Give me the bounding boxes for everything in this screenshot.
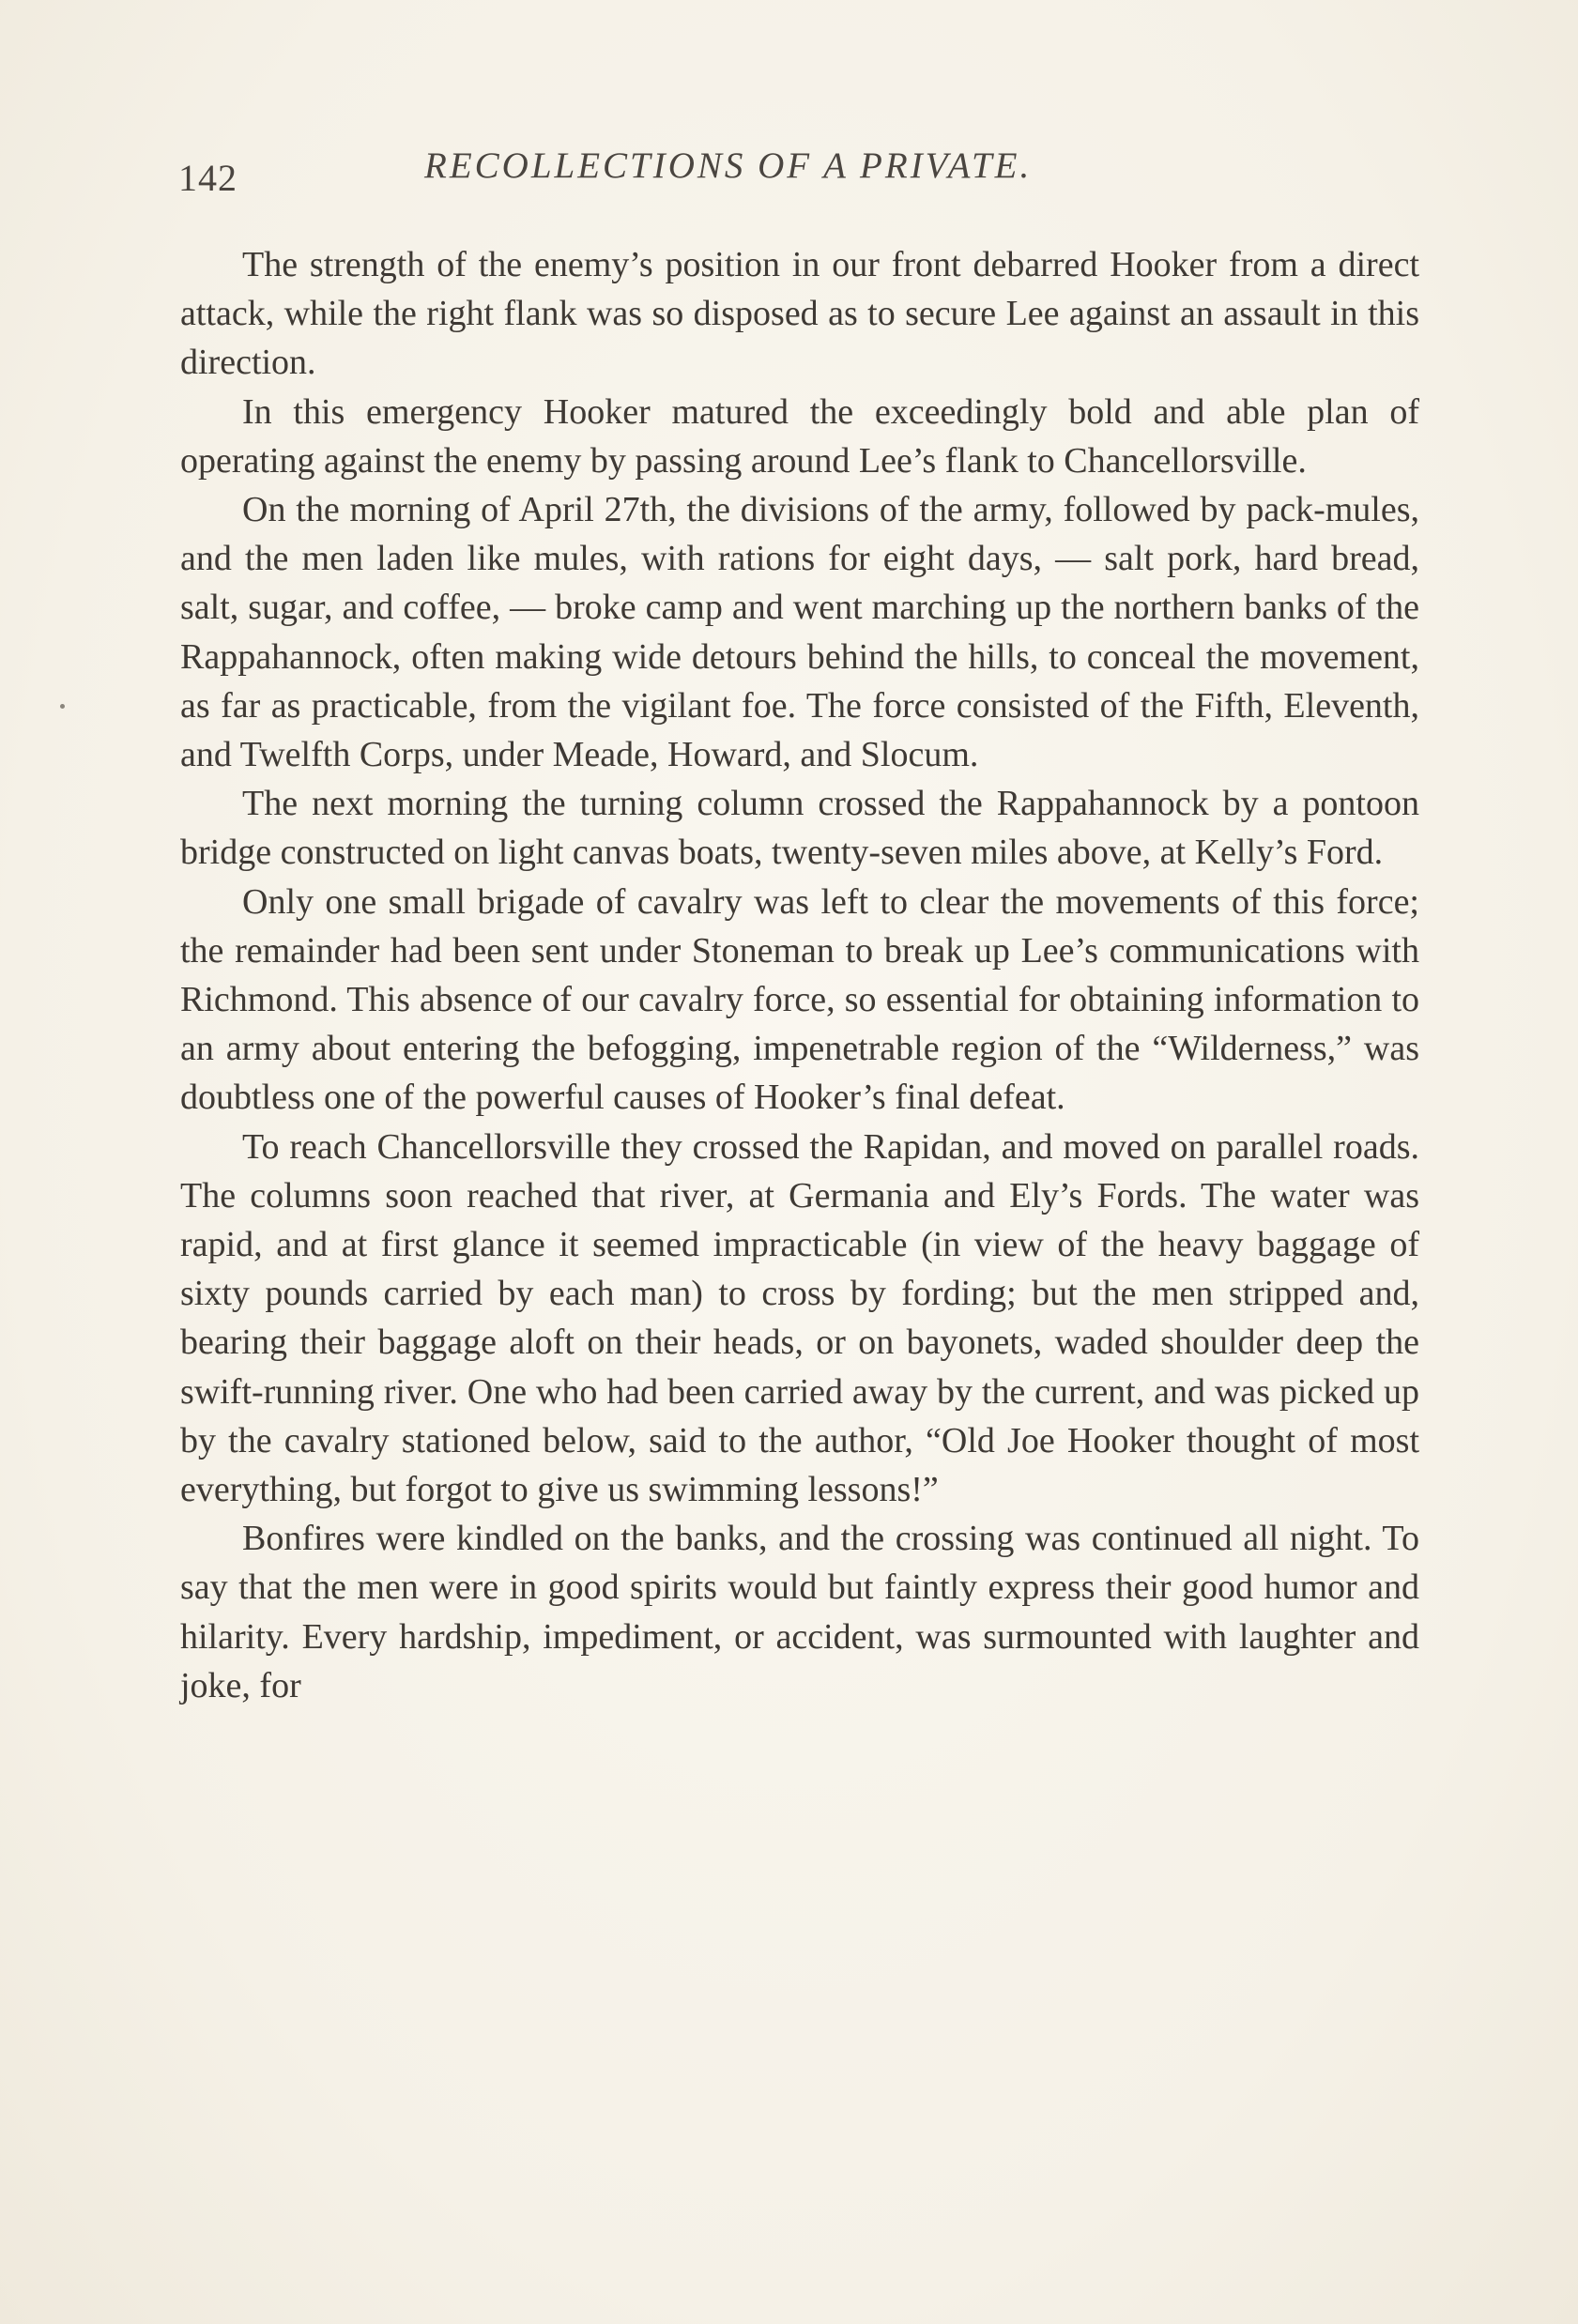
page-number: 142 <box>178 157 237 199</box>
paragraph-april-march: On the morning of April 27th, the divisions of the army, followed by pack-mules, and the men laden like mules, with rations for eight days, — salt pork, hard bread, salt, sugar, and coffee, — broke camp and went marching up the northern banks of the Rappahannock, often making wide detours behind the hills, to conceal the movement, as far as practicable, from the vigilant foe. The force consisted of the Fifth, Eleventh, and Twelfth Corps, under Meade, Howard, and Slocum. <box>180 490 1419 775</box>
paragraph-cavalry-absence: Only one small brigade of cavalry was left to clear the movements of this force; the remainder had been sent under Stoneman to break up Lee’s communications with Richmond. This absence of our cavalry force, so essential for obtaining information to an army about entering the befogging, impenetrable region of the “Wilderness,” was doubtless one of the powerful causes of Hooker’s final defeat. <box>180 881 1419 1118</box>
paragraph-hooker-plan: In this emergency Hooker matured the exceedingly bold and able plan of operating against the enemy by passing around Lee’s flank to Chancellorsville. <box>180 391 1419 481</box>
running-title: RECOLLECTIONS OF A PRIVATE. <box>424 145 1033 186</box>
paragraph-bonfires: Bonfires were kindled on the banks, and the crossing was continued all night. To say that the men were in good spirits would but faintly express their good humor and hilarity. Every hardship, impediment, or accident, was surmounted with laughter and joke, for <box>180 1519 1419 1705</box>
paragraph-rapidan-fording: To reach Chancellorsville they crossed the Rapidan, and moved on parallel roads. The columns soon reached that river, at Germania and Ely’s Fords. The water was rapid, and at first glance it seemed impracticable (in view of the heavy baggage of sixty pounds carried by each man) to cross by fording; but the men stripped and, bearing their baggage aloft on their heads, or on bayonets, waded shoulder deep the swift-running river. One who had been carried away by the current, and was picked up by the cavalry stationed below, said to the author, “Old Joe Hooker thought of most everything, but forgot to give us swimming lessons!” <box>180 1126 1419 1510</box>
body-text <box>180 240 1419 1710</box>
ink-speck <box>60 704 65 709</box>
paragraph-enemy-position: The strength of the enemy’s position in our front debarred Hooker from a direct attack, while the right flank was so disposed as to secure Lee against an assault in this direction. <box>180 245 1419 383</box>
paragraph-pontoon-crossing: The next morning the turning column crossed the Rappahannock by a pontoon bridge constructed on light canvas boats, twenty-seven miles above, at Kelly’s Ford. <box>180 784 1419 873</box>
running-head <box>178 141 1417 197</box>
